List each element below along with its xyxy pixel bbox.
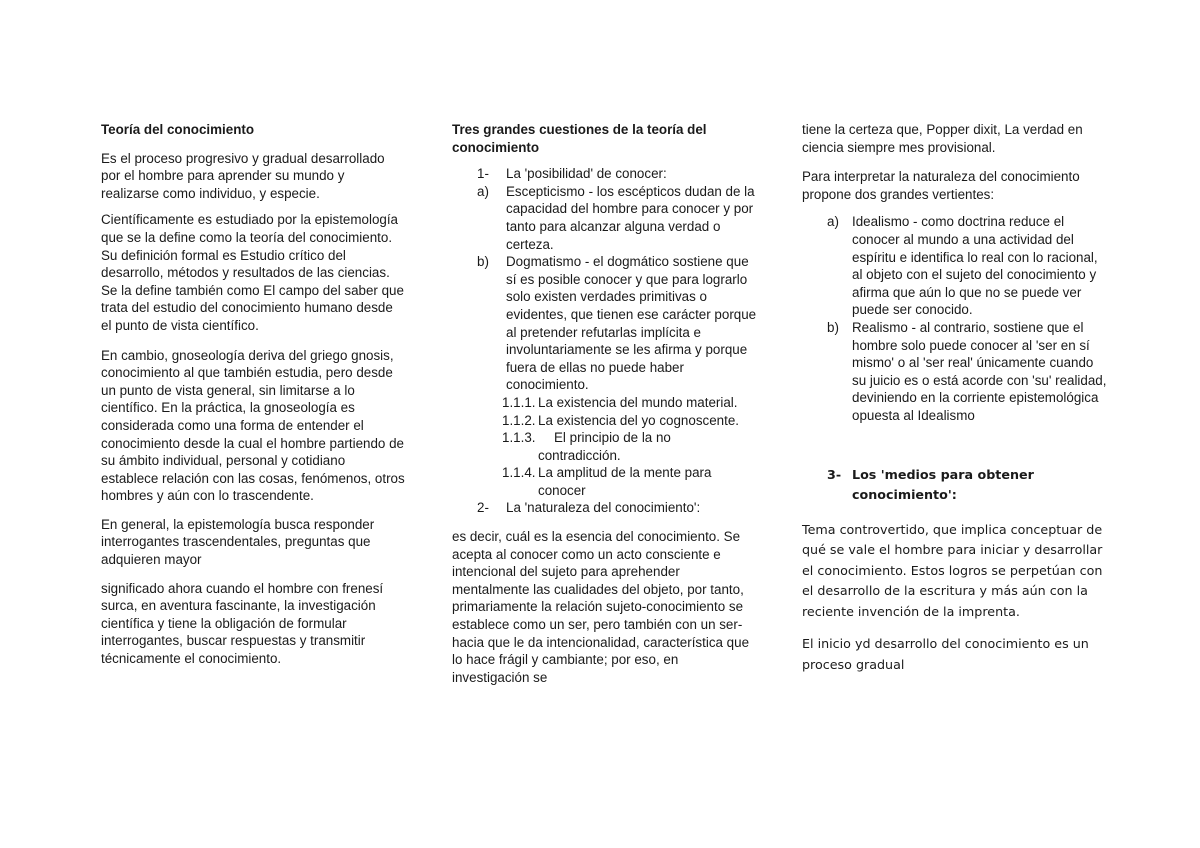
list-marker: a) (477, 183, 489, 199)
list-item-a (452, 183, 757, 253)
list-marker: b) (827, 319, 839, 335)
list-marker: 3- (827, 466, 842, 482)
list-item-1 (452, 165, 757, 183)
list-item-text: Escepticismo - los escépticos dudan de la capacidad del hombre para conocer y por tanto para alcanzar alguna verdad o certeza. (506, 183, 755, 252)
paragraph-epistemologia: Científicamente es estudiado por la epistemología que se la define como la teoría del conocimiento. Su definición formal es Estudio crítico del desarrollo, métodos y resultados de las ciencias. Se la define también como El campo del saber que trata del estudio del conocimiento humano desde el punto de vista científico. (101, 212, 404, 333)
sublist-item-3 (452, 429, 757, 464)
list-marker: 1- (477, 166, 489, 182)
list-marker: 1.1.1. (502, 394, 536, 410)
list-item-text: La 'posibilidad' de conocer: (506, 166, 667, 182)
list-item-text: Dogmatismo - el dogmático sostiene que sí es posible conocer y que para lograrlo solo existen verdades primitivas o evidentes, que tienen ese carácter porque al pretender refutarlas implícita e involuntariamente se les afirma y porque fuera de ellas no puede haber conocimiento. (506, 254, 757, 393)
column-2 (452, 121, 757, 686)
list-marker: a) (827, 214, 839, 230)
list-item-text: Los 'medios para obtener conocimiento': (852, 466, 1034, 502)
paragraph-gnoseologia: En cambio, gnoseología deriva del griego gnosis, conocimiento al que también estudia, pero desde un punto de vista general, sin limitarse a lo científico. En la práctica, la gnoseología es considerada como una forma de entender el conocimiento desde la cual el hombre partiendo de su ámbito individual, personal y cotidiano establece relación con las cosas, fenómenos, otros hombres y aún con lo trascendente. (101, 347, 405, 504)
list-item-text: La 'naturaleza del conocimiento': (506, 500, 701, 516)
list-item-b (452, 253, 757, 394)
sublist-item-1 (452, 394, 757, 412)
list-item-text: La amplitud de la mente para conocer (538, 465, 712, 498)
list-item-text: Realismo - al contrario, sostiene que el hombre solo puede conocer al 'ser en sí mismo' o al 'ser real' únicamente cuando su juicio es o está acorde con 'su' realidad, deviniendo en la corriente epistemológica opuesta al Idealismo (852, 319, 1107, 423)
paragraph-definition: Es el proceso progresivo y gradual desarrollado por el hombre para aprender su mundo y realizarse como individuo, y especie. (101, 150, 385, 201)
list-item-text: El principio de la no contradicción. (538, 430, 671, 463)
paragraph-inicio: El inicio yd desarrollo del conocimiento es un proceso gradual (802, 636, 1089, 672)
column-1 (101, 121, 406, 668)
sublist-item-4 (452, 464, 757, 499)
column-3 (802, 121, 1107, 675)
section-title-cuestiones: Tres grandes cuestiones de la teoría del conocimiento (452, 122, 707, 155)
list-item-3 (802, 465, 1107, 506)
paragraph-vertientes: Para interpretar la naturaleza del conocimiento propone dos grandes vertientes: (802, 169, 1080, 202)
paragraph-general: En general, la epistemología busca responder interrogantes trascendentales, preguntas que adquieren mayor (101, 516, 375, 568)
list-marker: 2- (477, 500, 489, 516)
list-marker: 1.1.4. (502, 465, 536, 481)
paragraph-significado: significado ahora cuando el hombre con frenesí surca, en aventura fascinante, la investigación científica y tiene la obligación de formular interrogantes, buscar respuestas y transmitir técnicamente el conocimiento. (101, 580, 384, 667)
paragraph-controvertido: Tema controvertido, que implica conceptuar de qué se vale el hombre para iniciar y desarrollar el conocimiento. Estos logros se perpetúan con el desarrollo de la escritura y más aún con la reciente invención de la imprenta. (802, 521, 1103, 619)
list-marker: b) (477, 254, 489, 270)
list-item-2 (452, 499, 757, 517)
list-item-text: Idealismo - como doctrina reduce el conocer al mundo a una actividad del espíritu e identifica lo real con lo racional, al objeto con el sujeto del conocimiento y afirma que aún lo que no se puede ver puede ser conocido. (852, 214, 1098, 318)
list-item-b (802, 319, 1107, 425)
list-item-text: La existencia del yo cognoscente. (538, 412, 739, 428)
paragraph-esencia: es decir, cuál es la esencia del conocimiento. Se acepta al conocer como un acto consciente e intencional del sujeto para aprehender mentalmente las cualidades del objeto, por tanto, primariamente la relación sujeto-conocimiento se establece como un ser, pero también con un ser-hacia que le da intencionalidad, característica que lo hace frágil y cambiante; por eso, en investigación se (452, 529, 750, 685)
section-title-teoria: Teoría del conocimiento (101, 122, 255, 137)
list-item-a (802, 213, 1107, 319)
list-item-text: La existencia del mundo material. (538, 394, 738, 410)
list-marker: 1.1.2. (502, 412, 536, 428)
list-marker: 1.1.3. (502, 430, 536, 446)
paragraph-popper: tiene la certeza que, Popper dixit, La verdad en ciencia siempre mes provisional. (802, 122, 1083, 155)
sublist-item-2 (452, 412, 757, 430)
